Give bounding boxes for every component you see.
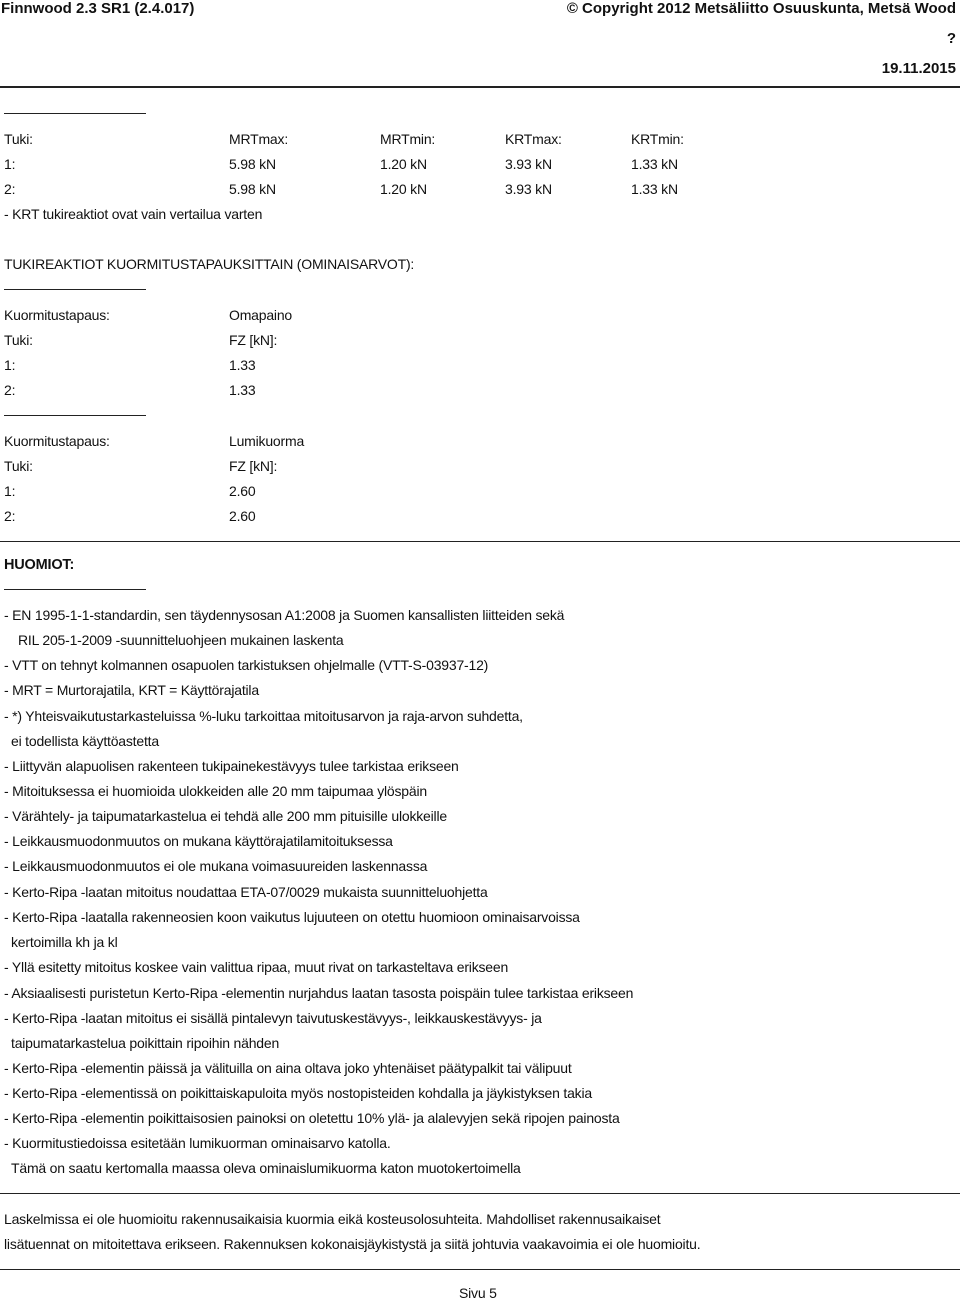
note-line: - Kerto-Ripa -elementin poikittaisosien painoksi on oletettu 10% ylä- ja alalevyjen sekä ripojen painosta — [4, 1110, 620, 1126]
note-line: - Liittyvän alapuolisen rakenteen tukipainekestävyys tulee tarkistaa erikseen — [4, 758, 459, 774]
fz-value: 2.60 — [229, 508, 256, 524]
note-line: - Leikkausmuodonmuutos ei ole mukana voimasuureiden laskennassa — [4, 858, 428, 874]
load-case-label: Kuormitustapaus: — [4, 433, 110, 449]
note-line: - Kerto-Ripa -elementissä on poikittaiskapuloita myös nostopisteiden kohdalla ja jäykistyksen takia — [4, 1085, 592, 1101]
section-title-load-cases: TUKIREAKTIOT KUORMITUSTAPAUKSITTAIN (OMINAISARVOT): — [4, 256, 415, 272]
footer-disclaimer-line-1: Laskelmissa ei ole huomioitu rakennusaikaisia kuormia eikä kosteusolosuhteita. Mahdolliset rakennusaikaiset — [4, 1211, 661, 1227]
krtmin-value: 1.33 kN — [631, 181, 678, 197]
app-title: Finnwood 2.3 SR1 (2.4.017) — [1, 0, 195, 17]
document-date: 19.11.2015 — [881, 60, 956, 77]
separator-dash — [4, 289, 146, 290]
column-header-mrtmax: MRTmax: — [229, 131, 289, 147]
support-number: 1: — [4, 156, 16, 172]
section-divider — [0, 541, 960, 542]
note-line: - Kerto-Ripa -laatalla rakenneosien koon vaikutus lujuuteen on otettu huomioon ominaisarvoissa — [4, 909, 580, 925]
column-header-krtmax: KRTmax: — [505, 131, 562, 147]
note-line: - VTT on tehnyt kolmannen osapuolen tarkistuksen ohjelmalle (VTT-S-03937-12) — [4, 657, 489, 673]
note-line: - Kuormitustiedoissa esitetään lumikuorman ominaisarvo katolla. — [4, 1135, 391, 1151]
support-number: 1: — [4, 357, 16, 373]
note-line: - Mitoituksessa ei huomioida ulokkeiden alle 20 mm taipumaa ylöspäin — [4, 783, 427, 799]
fz-value: 2.60 — [229, 483, 256, 499]
separator-dash — [4, 113, 146, 114]
note-line: ei todellista käyttöastetta — [11, 733, 159, 749]
note-line: - Kerto-Ripa -elementin päissä ja välituilla on aina oltava joko yhtenäiset päätypalkit tai välipuut — [4, 1060, 572, 1076]
mrtmin-value: 1.20 kN — [380, 181, 427, 197]
note-line: Tämä on saatu kertomalla maassa oleva ominaislumikuorma katon muotokertoimella — [11, 1160, 521, 1176]
note-line: - Aksiaalisesti puristetun Kerto-Ripa -elementin nurjahdus laatan tasosta poispäin tulee tarkistaa erikseen — [4, 985, 634, 1001]
notes-title: HUOMIOT: — [4, 557, 75, 573]
question-mark: ? — [946, 30, 956, 47]
header-divider — [0, 86, 960, 88]
fz-label: FZ [kN]: — [229, 458, 278, 474]
note-line: - EN 1995-1-1-standardin, sen täydennysosan A1:2008 ja Suomen kansallisten liitteiden sekä — [4, 607, 565, 623]
note-line: - *) Yhteisvaikutustarkasteluissa %-luku tarkoittaa mitoitusarvon ja raja-arvon suhdetta, — [4, 708, 523, 724]
note-line: - Kerto-Ripa -laatan mitoitus ei sisällä pintalevyn taivutuskestävyys-, leikkauskestävyys- ja — [4, 1010, 542, 1026]
krtmax-value: 3.93 kN — [505, 156, 552, 172]
column-header-krtmin: KRTmin: — [631, 131, 684, 147]
note-line: - Värähtely- ja taipumatarkastelua ei tehdä alle 200 mm pituisille ulokkeille — [4, 808, 447, 824]
note-line: taipumatarkastelua poikittain ripoihin nähden — [11, 1035, 280, 1051]
column-header-support: Tuki: — [4, 131, 33, 147]
support-number: 2: — [4, 181, 16, 197]
note-line: - MRT = Murtorajatila, KRT = Käyttörajatila — [4, 682, 259, 698]
separator-dash — [4, 415, 146, 416]
footer-disclaimer-line-2: lisätuennat on mitoitettava erikseen. Rakennuksen kokonaisjäykistystä ja siitä johtuvia vaakavoimia ei ole huomioitu. — [4, 1236, 701, 1252]
note-line: kertoimilla kh ja kl — [11, 934, 118, 950]
support-number: 2: — [4, 508, 16, 524]
page-number: Sivu 5 — [459, 1285, 497, 1301]
note-line: RIL 205-1-2009 -suunnitteluohjeen mukainen laskenta — [18, 632, 344, 648]
copyright-text: © Copyright 2012 Metsäliitto Osuuskunta, Metsä Wood — [566, 0, 956, 17]
krtmax-value: 3.93 kN — [505, 181, 552, 197]
support-number: 2: — [4, 382, 16, 398]
krtmin-value: 1.33 kN — [631, 156, 678, 172]
note-line: - Yllä esitetty mitoitus koskee vain valittua ripaa, muut rivat on tarkasteltava erikseen — [4, 959, 509, 975]
load-case-name: Omapaino — [229, 307, 292, 323]
note-line: - Leikkausmuodonmuutos on mukana käyttörajatilamitoituksessa — [4, 833, 393, 849]
load-case-name: Lumikuorma — [229, 433, 305, 449]
page-number-divider — [0, 1269, 960, 1270]
separator-dash — [4, 589, 146, 590]
support-label: Tuki: — [4, 458, 33, 474]
fz-value: 1.33 — [229, 357, 256, 373]
column-header-mrtmin: MRTmin: — [380, 131, 436, 147]
support-label: Tuki: — [4, 332, 33, 348]
fz-label: FZ [kN]: — [229, 332, 278, 348]
krt-note: - KRT tukireaktiot ovat vain vertailua varten — [4, 206, 263, 222]
mrtmin-value: 1.20 kN — [380, 156, 427, 172]
mrtmax-value: 5.98 kN — [229, 156, 276, 172]
load-case-label: Kuormitustapaus: — [4, 307, 110, 323]
fz-value: 1.33 — [229, 382, 256, 398]
footer-divider — [0, 1193, 960, 1194]
support-number: 1: — [4, 483, 16, 499]
note-line: - Kerto-Ripa -laatan mitoitus noudattaa ETA-07/0029 mukaista suunnitteluohjetta — [4, 884, 488, 900]
mrtmax-value: 5.98 kN — [229, 181, 276, 197]
